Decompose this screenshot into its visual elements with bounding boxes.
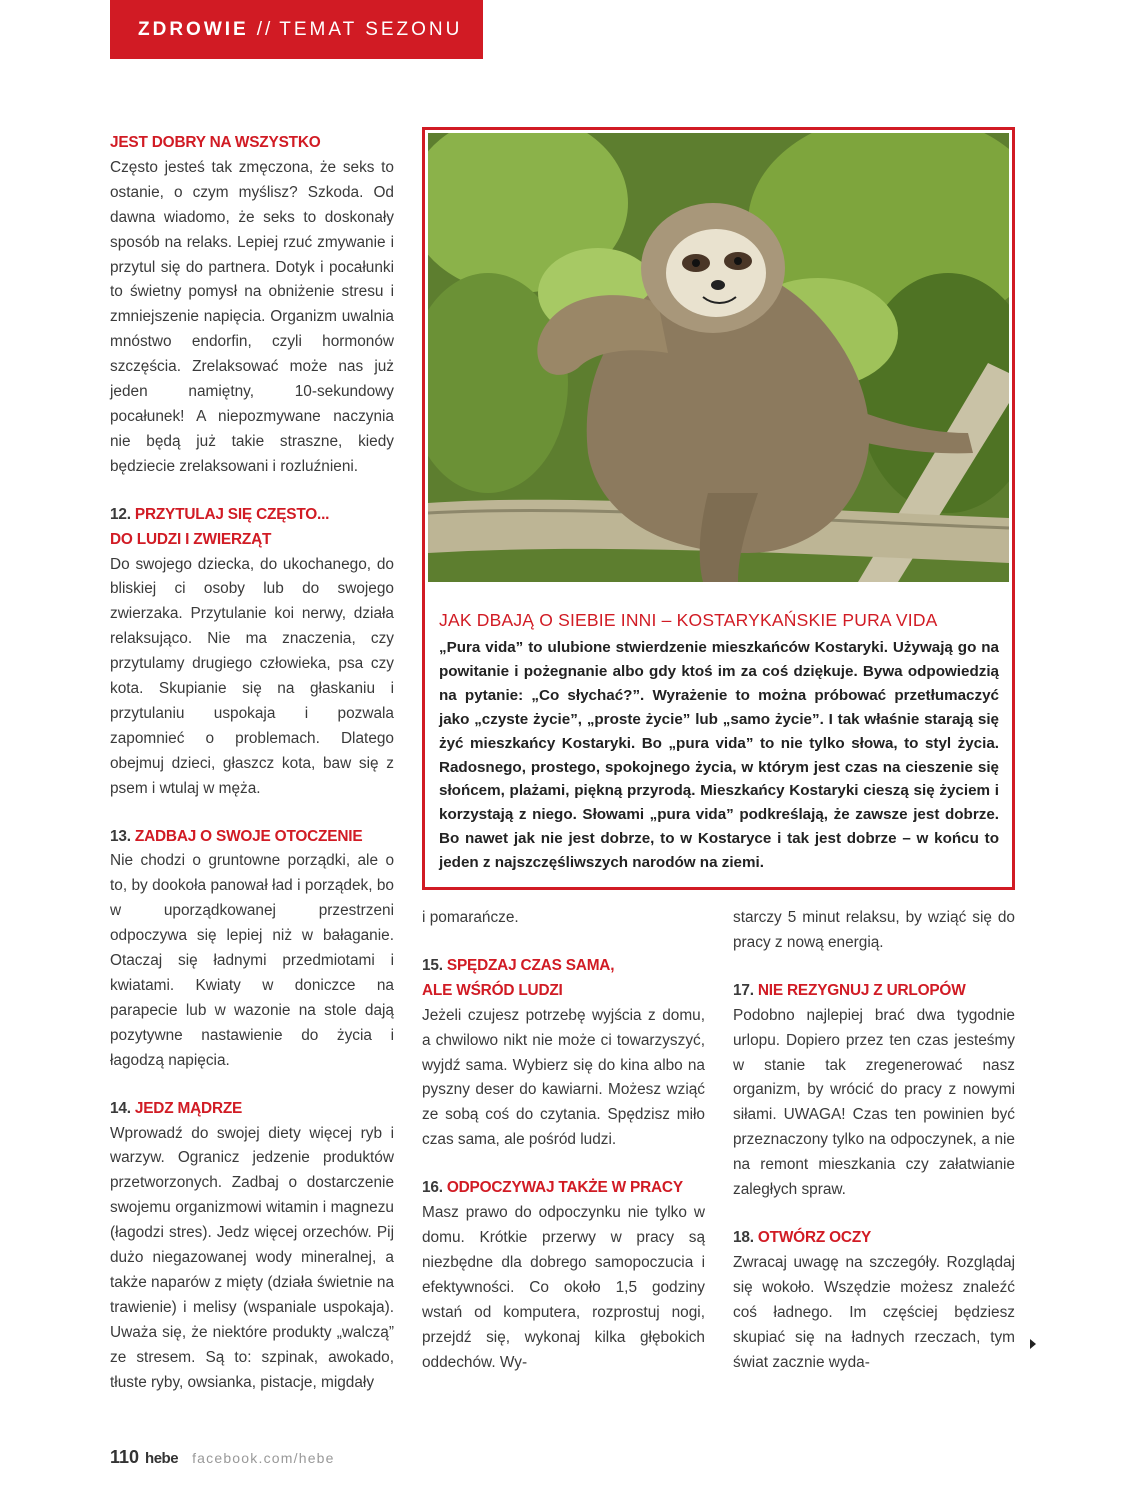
- tip-12-title: [110, 503, 394, 553]
- section-topic: TEMAT SEZONU: [279, 18, 463, 40]
- tip-14-title-text: JEDZ MĄDRZE: [134, 1099, 243, 1117]
- tip-17-title: [733, 979, 1015, 1004]
- tip-15: [422, 954, 705, 1153]
- tip-18-title-text: OTWÓRZ OCZY: [757, 1228, 872, 1246]
- middle-continuation: i pomarańcze.: [422, 909, 519, 926]
- left-column: [110, 131, 394, 1419]
- tip-12-number: 12.: [110, 505, 131, 523]
- tip-13-title-text: ZADBAJ O SWOJE OTOCZENIE: [134, 827, 363, 845]
- tip-16-number: 16.: [422, 1179, 443, 1197]
- brand-logo: hebe: [145, 1450, 179, 1467]
- tip-14-title: [110, 1097, 394, 1122]
- sidebar-text: [439, 608, 999, 875]
- tip-12-title-line1: PRZYTULAJ SIĘ CZĘSTO...: [134, 505, 330, 523]
- sidebar-title: JAK DBAJĄ O SIEBIE INNI – KOSTARYKAŃSKIE PURA VIDA: [439, 610, 938, 630]
- tip-13: [110, 825, 394, 1074]
- tip-12: [110, 503, 394, 802]
- tip-16-text: Masz prawo do odpoczynku nie tylko w domu. Krótkie przerwy w pracy są niezbędne dla dobrego samopoczucia i efektywności. Co około 1,5 godziny wstań od komputera, rozprostuj nogi, przejdź się, wykonaj kilka głębokich oddechów. Wy-: [422, 1204, 705, 1371]
- right-continuation: starczy 5 minut relaksu, by wziąć się do pracy z nową energią.: [733, 909, 1015, 951]
- middle-column: [422, 906, 705, 1398]
- intro-heading: JEST DOBRY NA WSZYSTKO: [110, 134, 321, 151]
- tip-16: [422, 1176, 705, 1375]
- right-continuation-block: [733, 906, 1015, 956]
- tip-12-title-line2: DO LUDZI I ZWIERZĄT: [110, 530, 272, 548]
- sloth-photo: [428, 133, 1009, 582]
- right-column: [733, 906, 1015, 1398]
- tip-18-title: [733, 1226, 1015, 1251]
- facebook-link[interactable]: facebook.com/hebe: [192, 1450, 335, 1466]
- tip-17: [733, 979, 1015, 1203]
- tip-16-title-text: ODPOCZYWAJ TAKŻE W PRACY: [446, 1179, 683, 1197]
- tip-12-text: Do swojego dziecka, do ukochanego, do bliskiej ci osoby lub do swojego zwierzaka. Przytulanie koi nerwy, działa relaksująco. Nie ma znaczenia, czy przytulamy drugiego człowieka, psa czy kota. Skupianie się na głaskaniu i przytulaniu uspokaja i pozwala zapomnieć o problemach. Dlatego obejmuj dzieci, głaszcz kota, baw się z psem i wtulaj w męża.: [110, 555, 394, 797]
- sidebar-box: [422, 127, 1015, 890]
- tip-13-number: 13.: [110, 827, 131, 845]
- tip-17-title-text: NIE REZYGNUJ Z URLOPÓW: [757, 981, 966, 999]
- tip-17-text: Podobno najlepiej brać dwa tygodnie urlopu. Dopiero przez ten czas jesteśmy w stanie tak zregenerować nasz organizm, by wrócić do pracy z nowymi siłami. UWAGA! Czas ten powinien być przeznaczony tylko na odpoczynek, a nie na remont mieszkania czy załatwianie zaległych spraw.: [733, 1006, 1015, 1199]
- tip-15-title: [422, 954, 705, 1004]
- tip-15-title-line1: SPĘDZAJ CZAS SAMA,: [446, 956, 615, 974]
- tip-15-title-line2: ALE WŚRÓD LUDZI: [422, 981, 563, 999]
- section-name: ZDROWIE: [138, 18, 249, 40]
- tip-13-text: Nie chodzi o gruntowne porządki, ale o to, by dookoła panował ład i porządek, bo w uporządkowanej przestrzeni odpoczywa się lepiej niż w bałaganie. Otaczaj się ładnymi przedmiotami i kwiatami. Kwiaty w doniczce na parapecie lub w wazonie na stole dają pozytywne nastawienie do życia i łagodzą napięcia.: [110, 852, 394, 1069]
- middle-continuation-block: [422, 906, 705, 931]
- tip-18-number: 18.: [733, 1228, 754, 1246]
- tip-14: [110, 1097, 394, 1396]
- tip-15-text: Jeżeli czujesz potrzebę wyjścia z domu, a chwilowo nikt nie może ci towarzyszyć, wyjdź sama. Wybierz się do kina albo na pyszny deser do kawiarni. Możesz wziąć ze sobą coś do czytania. Spędzisz miło czas sama, ale pośród ludzi.: [422, 1006, 705, 1149]
- tip-14-number: 14.: [110, 1099, 131, 1117]
- tip-16-title: [422, 1176, 705, 1201]
- tip-14-text: Wprowadź do swojej diety więcej ryb i warzyw. Ogranicz jedzenie produktów przetworzonych. Zadbaj o dostarczenie swojemu organizmowi witamin i magnezu (łagodzi stres). Jedz więcej orzechów. Pij dużo niegazowanej wody mineralnej, a także naparów z mięty (działa świetnie na trawienie) i melisy (wspaniale uspokaja). Uważa się, że niektóre produkty „walczą” ze stresem. Są to: szpinak, awokado, tłuste ryby, owsianka, pistacje, migdały: [110, 1124, 395, 1391]
- tip-18-text: Zwracaj uwagę na szczegóły. Rozglądaj się wokoło. Wszędzie możesz znaleźć coś ładnego. Im częściej będziesz skupiać się na ładnych rzeczach, tym świat zacznie wyda-: [733, 1253, 1015, 1371]
- intro-block: [110, 131, 394, 480]
- intro-text: Często jesteś tak zmęczona, że seks to ostanie, o czym myślisz? Szkoda. Od dawna wiadomo, że seks to doskonały sposób na relaks. Lepiej rzuć zmywanie i przytul się do partnera. Dotyk i pocałunki to świetny pomysł na obniżenie stresu i zmniejszenie napięcia. Organizm uwalnia mnóstwo endorfin, czyli hormonów szczęścia. Zrelaksować może nas już jeden namiętny, 10-sekundowy pocałunek! A niepozmywane naczynia nie będą już takie straszne, kiedy będziecie zrelaksowani i rozluźnieni.: [110, 158, 394, 475]
- sloth-illustration: [428, 133, 1009, 582]
- page-number: 110: [110, 1447, 140, 1467]
- section-separator: //: [256, 18, 274, 40]
- tip-18: [733, 1226, 1015, 1375]
- tip-17-number: 17.: [733, 981, 754, 999]
- page-footer: [110, 1447, 335, 1468]
- tip-13-title: [110, 825, 394, 850]
- section-header: [110, 0, 483, 59]
- sidebar-body: „Pura vida” to ulubione stwierdzenie mieszkańców Kostaryki. Używają go na powitanie i pożegnanie albo gdy ktoś im za coś dziękuje. Bywa odpowiedzią na pytanie: „Co słychać?”. Wyrażenie to można próbować przetłumaczyć jako „czyste życie”, „proste życie” lub „samo życie”. I tak właśnie starają się żyć mieszkańcy Kostaryki. Bo „pura vida” to nie tylko słowa, to styl życia. Radosnego, prostego, spokojnego życia, w którym jest czas na cieszenie się słońcem, plażami, piękną przyrodą. Mieszkańcy Kostaryki cieszą się życiem i korzystają z niego. Słowami „pura vida” podkreślają, że zawsze jest dobrze. Bo nawet jak nie jest dobrze, to w Kostaryce i tak jest dobrze – w końcu to jeden z najszczęśliwszych narodów na ziemi.: [439, 639, 999, 872]
- continue-arrow-icon: [1030, 1339, 1036, 1349]
- tip-15-number: 15.: [422, 956, 443, 974]
